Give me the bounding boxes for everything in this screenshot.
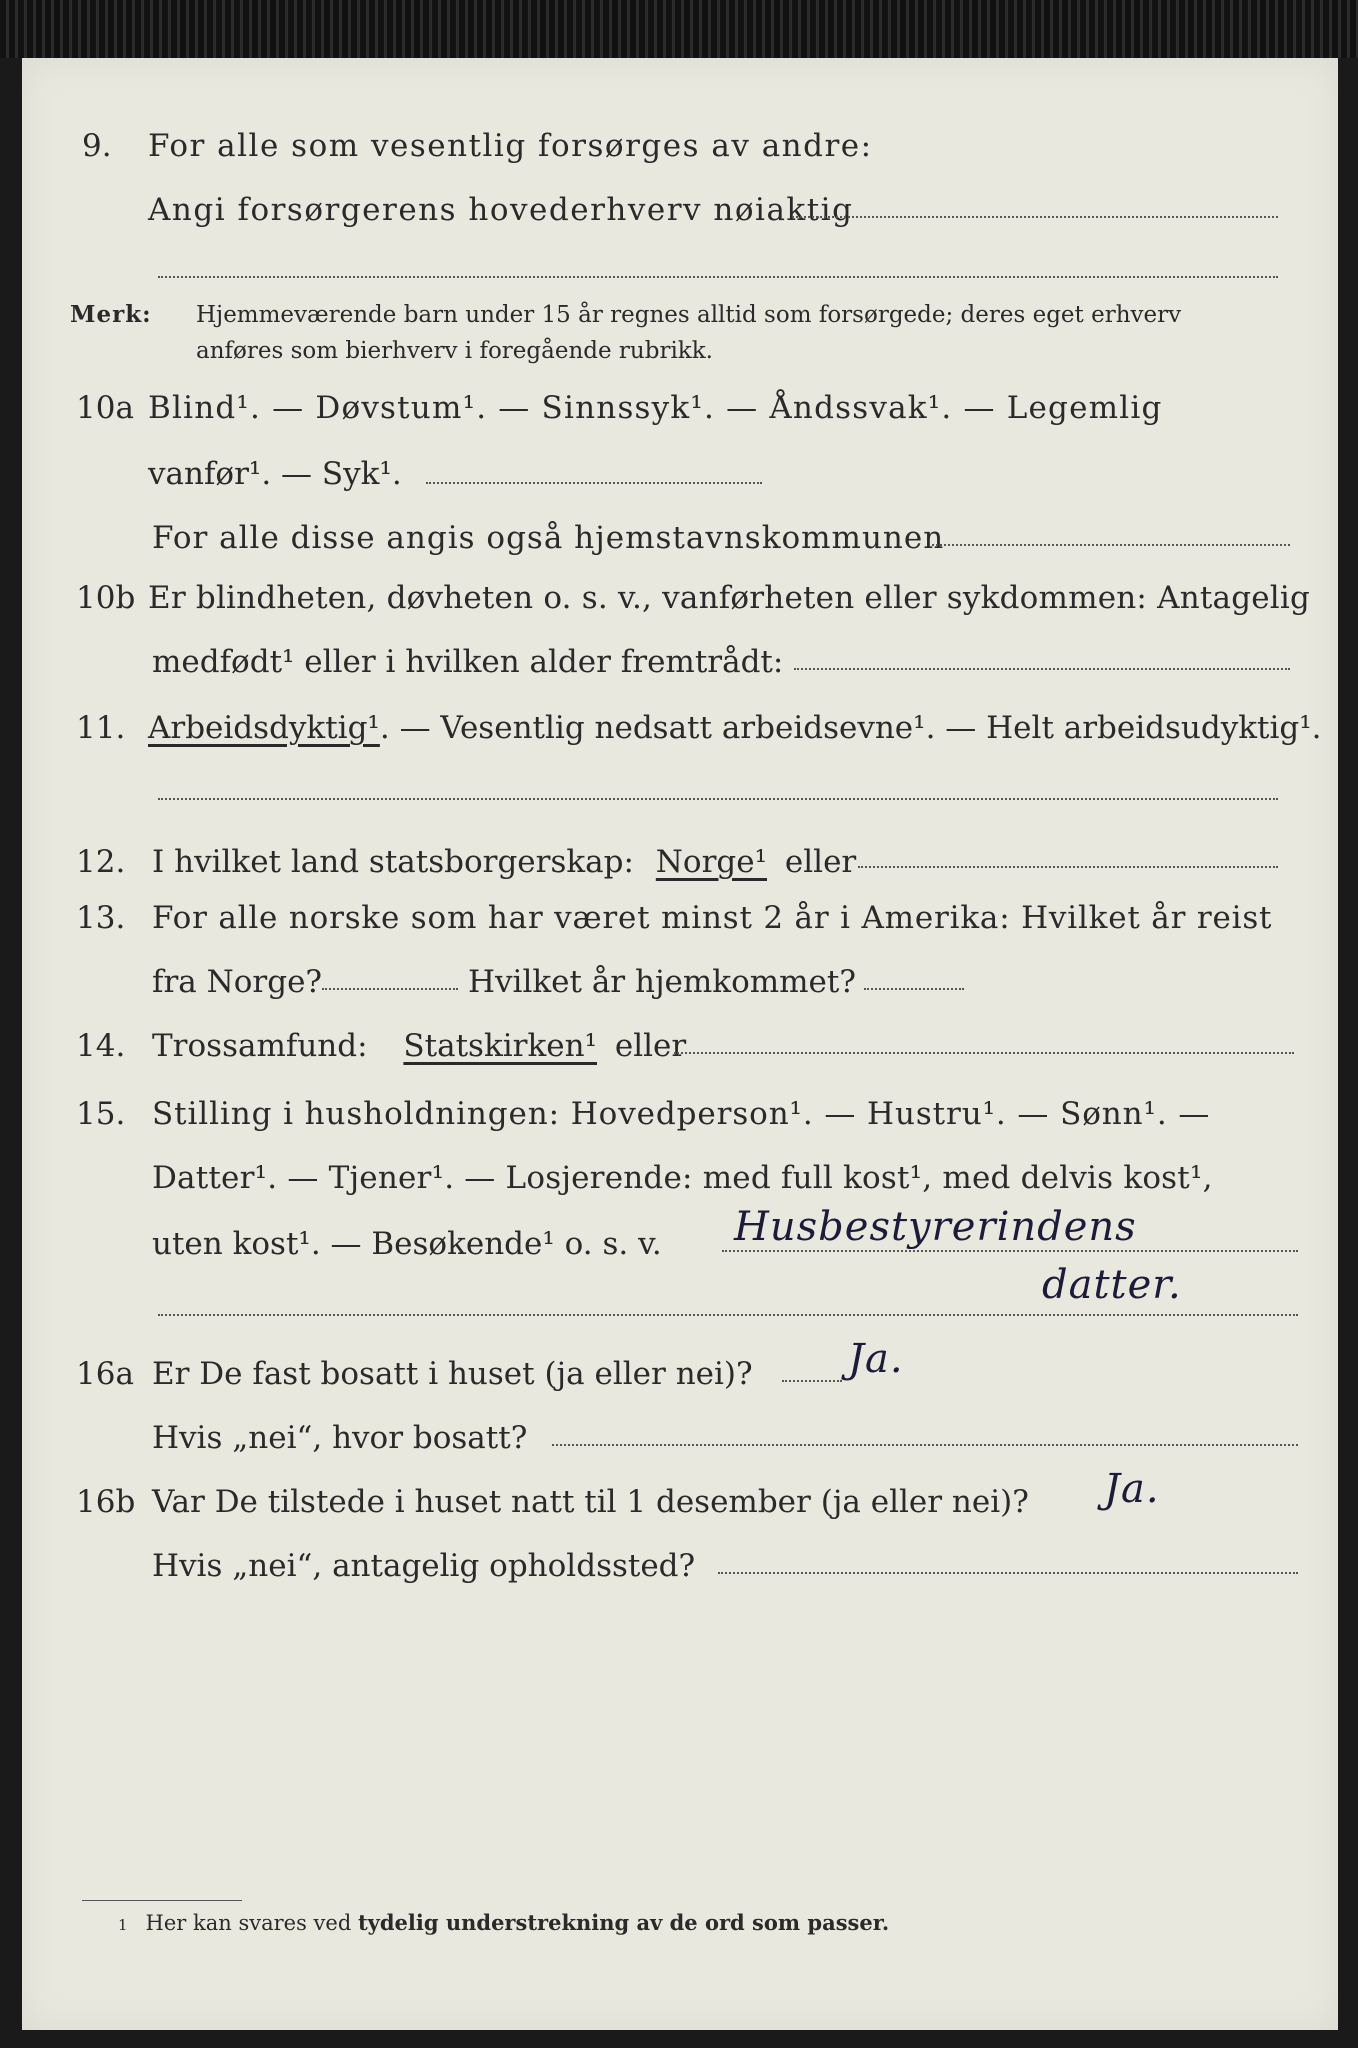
q10b-line1: Er blindheten, døvheten o. s. v., vanførheten eller sykdommen: Antagelig xyxy=(148,580,1311,616)
q16b-line2: Hvis „nei“, antagelig opholdssted? xyxy=(152,1548,696,1584)
q10a-kommune-line xyxy=(932,544,1290,546)
q16b-line1: Var De tilstede i huset natt til 1 desember (ja eller nei)? xyxy=(152,1484,1029,1520)
q13-line1: For alle norske som har været minst 2 år i Amerika: Hvilket år reist xyxy=(152,900,1273,936)
q14-number: 14. xyxy=(76,1028,126,1064)
q11-arbeidsdyktig-underlined: Arbeidsdyktig¹ xyxy=(148,710,380,746)
q10a-line2: vanfør¹. — Syk¹. xyxy=(148,456,402,492)
q15-handwritten-answer-1: Husbestyrerindens xyxy=(734,1204,1137,1250)
q10a-line1: Blind¹. — Døvstum¹. — Sinnssyk¹. — Åndssvak¹. — Legemlig xyxy=(148,390,1163,426)
q9-line1: For alle som vesentlig forsørges av andre: xyxy=(148,128,873,164)
q13-reist-line xyxy=(322,988,458,990)
q13-hjemkommet: Hvilket år hjemkommet? xyxy=(468,964,856,1000)
footnote xyxy=(118,1908,889,1940)
q12-question: I hvilket land statsborgerskap: xyxy=(152,844,634,880)
q14-question: Trossamfund: xyxy=(152,1028,368,1064)
footnote-marker: 1 xyxy=(118,1916,128,1934)
q14-answer-line xyxy=(674,1052,1294,1054)
footnote-text-plain: Her kan svares ved xyxy=(145,1911,352,1935)
q9-number: 9. xyxy=(82,128,112,164)
q16a-handwritten-answer: Ja. xyxy=(848,1336,904,1382)
q10a-line3: For alle disse angis også hjemstavnskommunen xyxy=(152,520,945,556)
q16b-number: 16b xyxy=(76,1484,136,1520)
q11-number: 11. xyxy=(76,710,126,746)
q12-number: 12. xyxy=(76,844,126,880)
q12-text xyxy=(152,842,856,882)
q9-answer-line xyxy=(792,216,1278,218)
q10a-number: 10a xyxy=(76,390,134,426)
q15-answer-line xyxy=(722,1250,1298,1252)
q15-number: 15. xyxy=(76,1096,126,1132)
q12-answer-line xyxy=(858,866,1278,868)
q16a-line2: Hvis „nei“, hvor bosatt? xyxy=(152,1420,528,1456)
q12-norge-underlined: Norge¹ xyxy=(655,844,768,880)
q10b-answer-line xyxy=(794,668,1290,670)
q15-answer-line-2 xyxy=(158,1314,1298,1316)
q10b-number: 10b xyxy=(76,580,136,616)
q16b-opholdssted-line xyxy=(718,1572,1298,1574)
q15-line3: uten kost¹. — Besøkende¹ o. s. v. xyxy=(152,1226,662,1262)
merk-line1: Hjemmeværende barn under 15 år regnes alltid som forsørgede; deres eget erhverv xyxy=(196,302,1182,328)
merk-line2: anføres som bierhverv i foregående rubrikk. xyxy=(196,338,713,364)
q16b-handwritten-answer: Ja. xyxy=(1104,1466,1160,1512)
q10a-answer-line xyxy=(426,482,762,484)
q12-eller: eller xyxy=(784,844,857,880)
census-form-page xyxy=(22,58,1338,2030)
q14-statskirken-underlined: Statskirken¹ xyxy=(403,1028,597,1064)
q15-line2: Datter¹. — Tjener¹. — Losjerende: med full kost¹, med delvis kost¹, xyxy=(152,1160,1213,1196)
footnote-text-bold: tydelig understrekning av de ord som passer. xyxy=(357,1910,890,1935)
q16a-number: 16a xyxy=(76,1356,134,1392)
merk-label: Merk: xyxy=(70,301,152,328)
q9-answer-line-2 xyxy=(158,276,1278,278)
q10b-line2: medfødt¹ eller i hvilken alder fremtrådt: xyxy=(152,644,784,680)
q9-line2: Angi forsørgerens hovederhverv nøiaktig xyxy=(148,192,854,228)
q13-hjemkommet-line xyxy=(864,988,964,990)
q11-answer-line xyxy=(158,798,1278,800)
q11-text xyxy=(148,708,1322,748)
footnote-rule xyxy=(82,1900,242,1901)
q14-eller: eller xyxy=(614,1028,687,1064)
q15-handwritten-answer-2: datter. xyxy=(1042,1262,1182,1308)
q16a-answer-line xyxy=(782,1380,842,1382)
q16a-bosatt-line xyxy=(552,1444,1298,1446)
q13-fra-norge: fra Norge? xyxy=(152,964,323,1000)
q13-number: 13. xyxy=(76,900,126,936)
q14-text xyxy=(152,1026,686,1066)
q16a-line1: Er De fast bosatt i huset (ja eller nei)? xyxy=(152,1356,753,1392)
scan-border-top xyxy=(0,0,1358,58)
q15-line1: Stilling i husholdningen: Hovedperson¹. — Hustru¹. — Sønn¹. — xyxy=(152,1096,1211,1132)
q11-rest: . — Vesentlig nedsatt arbeidsevne¹. — Helt arbeidsudyktig¹. xyxy=(379,710,1322,746)
